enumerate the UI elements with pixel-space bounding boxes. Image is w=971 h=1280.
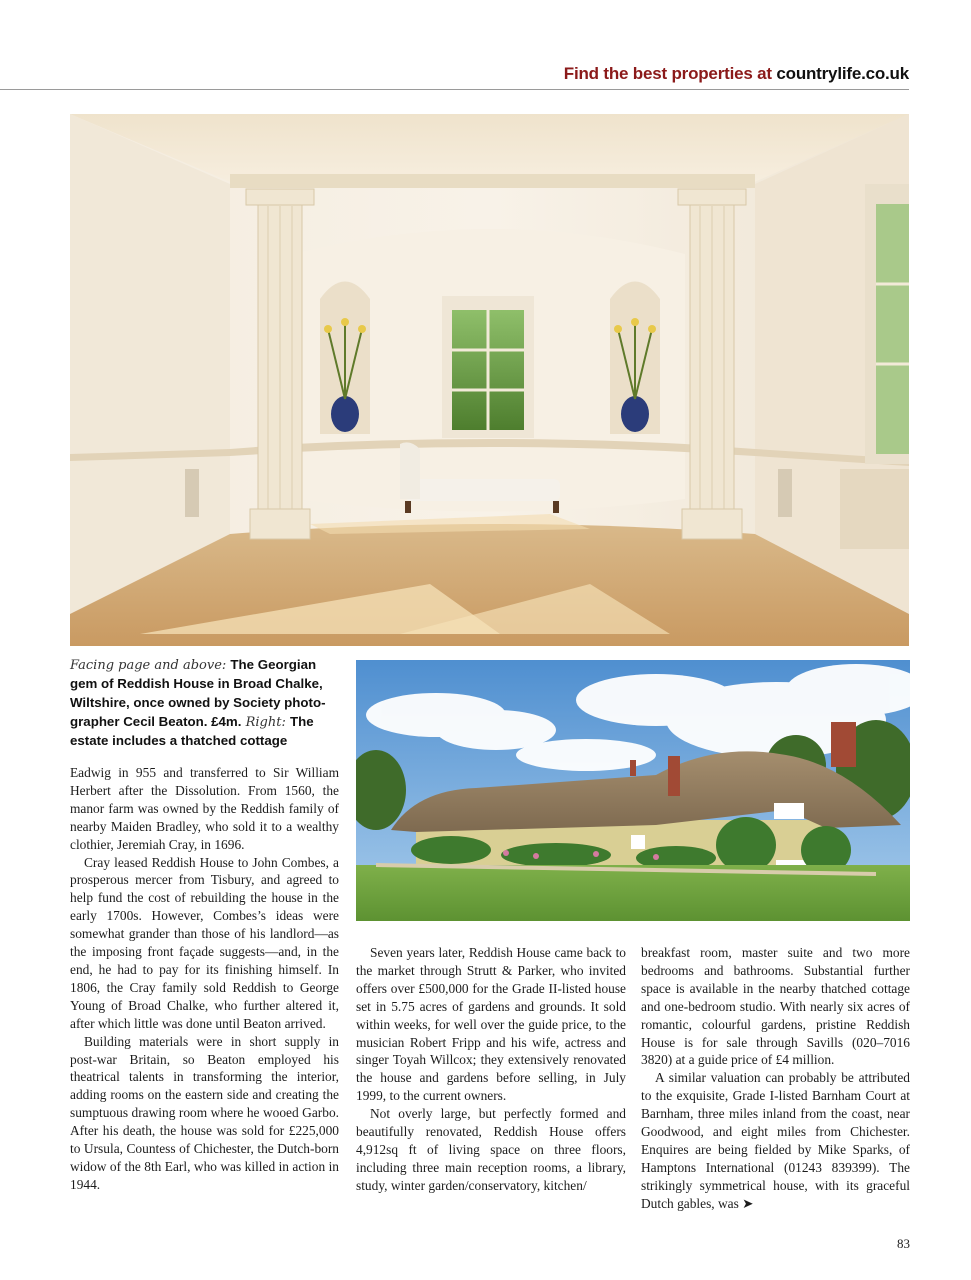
caption-text-2: The estate includes a thatched cottage: [70, 714, 314, 748]
cottage-photo: [356, 660, 910, 921]
caption-locator-2: Right:: [245, 715, 286, 730]
paragraph: Cray leased Reddish House to John Combes, a prosperous mercer from Tisbury, and agreed to help fund the cost of rebuilding the house in the early 1700s. However, Combes’s ideas were somewhat grander than those of his landlord—as the imposing front façade suggests—and, in the end, he had to pay for its finishing himself. In 1806, the Cray family sold Reddish to George Young of Broad Chalke, who further altered it, after which little was done until Beaton arrived.: [70, 854, 339, 1031]
interior-photo: [70, 114, 909, 646]
paragraph: breakfast room, master suite and two more bedrooms and bathrooms. Substantial further space is available in the nearby thatched cottage and one-bedroom studio. With nearly six acres of romantic, colourful gardens, pristine Reddish House is for sale through Savills (020–7016 3820) at a guide price of £4 million.: [641, 945, 910, 1068]
page-header: [564, 64, 909, 84]
page-number: 83: [897, 1236, 910, 1251]
article-column-2: [356, 944, 626, 1195]
caption-locator-1: Facing page and above:: [70, 658, 227, 673]
header-rule: [0, 89, 909, 90]
photo-caption: [70, 656, 340, 751]
paragraph: Seven years later, Reddish House came back to the market through Strutt & Parker, who invited offers over £500,000 for the Grade II-listed house set in 5.75 acres of gardens and grounds. It sold within weeks, for well over the guide price, to the musician Robert Fripp and his wife, actress and singer Toyah Willcox; they extensively renovated the house and gardens before selling, in July 1999, to the current owners.: [356, 945, 626, 1104]
paragraph: Not overly large, but perfectly formed and beautifully renovated, Reddish House offers 4,912sq ft of living space on three floors, including three main reception rooms, a library, study, winter garden/conservatory, kitchen/: [356, 1106, 626, 1193]
header-site-link[interactable]: countrylife.co.uk: [776, 64, 909, 83]
paragraph: Eadwig in 955 and transferred to Sir William Herbert after the Dissolution. From 1560, the manor farm was owned by the Reddish family of nearby Maiden Bradley, who sold it to a wealthy clothier, Jeremiah Cray, in 1696.: [70, 765, 339, 852]
header-lead: Find the best properties at: [563, 64, 772, 83]
article-column-3: [641, 944, 910, 1213]
article-column-1: [70, 764, 339, 1194]
paragraph: Building materials were in short supply in post-war Britain, so Beaton employed his theatrical talents in transforming the interior, adding rooms on the eastern side and creating the sumptuous drawing room where he wooed Garbo. After his death, the house was sold for £225,000 to Ursula, Countess of Chichester, the Dutch-born widow of the 8th Earl, who was killed in action in 1944.: [70, 1033, 339, 1192]
paragraph: A similar valuation can probably be attributed to the exquisite, Grade I-listed Barnham Court at Barnham, three miles inland from the coast, near Goodwood, and eight miles from Chichester. Enquires are being fielded by Mike Sparks, of Hamptons International (01243 839399). The strikingly symmetrical house, with its graceful Dutch gables, was ➤: [641, 1070, 910, 1211]
caption-text-1: The Georgian gem of Reddish House in Broad Chalke, Wiltshire, once owned by Society photo-grapher Cecil Beaton. £4m.: [70, 657, 326, 729]
